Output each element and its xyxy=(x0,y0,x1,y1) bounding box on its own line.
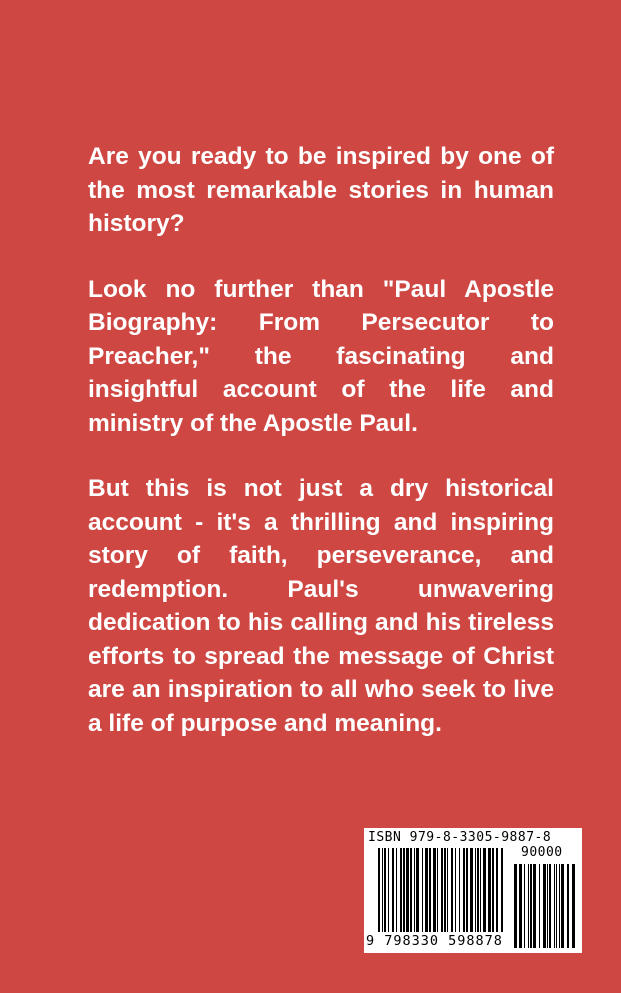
barcode-bar xyxy=(403,848,405,932)
barcode-bar xyxy=(488,848,491,932)
barcode-bar xyxy=(444,848,446,932)
blurb-paragraph-2: Look no further than "Paul Apostle Biography: From Persecutor to Preacher," the fascinating and insightful account of the life and ministry of the Apostle Paul. xyxy=(88,275,554,437)
barcode-bar xyxy=(463,848,465,932)
barcode-bar xyxy=(561,864,564,948)
ean-digits: 9 798330 598878 xyxy=(366,933,503,949)
blurb-paragraph-1: Are you ready to be inspired by one of the most remarkable stories in human history? xyxy=(88,143,554,237)
barcode-bar xyxy=(492,848,494,932)
barcode-bar xyxy=(480,848,481,932)
barcode-bar xyxy=(433,848,436,932)
barcode-bar xyxy=(396,848,397,932)
barcode-bar xyxy=(392,848,394,932)
barcode-bar xyxy=(425,848,428,932)
barcode-bar xyxy=(406,848,409,932)
barcode-bar xyxy=(559,864,560,948)
barcode-bar xyxy=(437,848,438,932)
barcode-bar xyxy=(459,848,460,932)
back-cover-blurb xyxy=(88,140,554,772)
blurb-paragraph-3: But this is not just a dry historical account - it's a thrilling and inspiring story of faith, perseverance, and redemption. Paul's unwavering dedication to his calling and his tireless efforts to spread the message of Christ are an inspiration to all who seek to live a life of purpose and meaning. xyxy=(88,475,554,737)
barcode-bar xyxy=(554,864,555,948)
barcode-bar xyxy=(384,848,386,932)
addon-bars xyxy=(514,864,575,948)
barcode-bar xyxy=(483,848,486,932)
price-addon-digits: 90000 xyxy=(521,845,563,860)
barcode-bar xyxy=(475,848,476,932)
barcode-bar xyxy=(530,864,532,948)
ean-bars xyxy=(378,848,503,932)
barcode-bar xyxy=(567,864,569,948)
isbn-barcode xyxy=(364,828,582,953)
barcode-bar xyxy=(496,848,498,932)
barcode-bar xyxy=(514,864,517,948)
barcode-bar xyxy=(470,848,473,932)
barcode-bar xyxy=(414,848,415,932)
barcode-bar xyxy=(378,848,380,932)
barcode-bar xyxy=(429,848,431,932)
barcode-bar xyxy=(382,848,383,932)
barcode-bar xyxy=(388,848,389,932)
barcode-bar xyxy=(400,848,402,932)
barcode-bar xyxy=(547,864,548,948)
barcode-bar xyxy=(416,848,419,932)
barcode-bar xyxy=(539,864,540,948)
barcode-bar xyxy=(528,864,529,948)
isbn-label: ISBN 979-8-3305-9887-8 xyxy=(368,830,552,845)
barcode-bar xyxy=(519,864,522,948)
barcode-bar xyxy=(451,848,453,932)
barcode-bar xyxy=(455,848,456,932)
barcode-bar xyxy=(549,864,551,948)
barcode-bar xyxy=(501,848,503,932)
barcode-bar xyxy=(533,864,536,948)
barcode-bar xyxy=(466,848,468,932)
barcode-bar xyxy=(556,864,557,948)
barcode-bar xyxy=(572,864,575,948)
barcode-bar xyxy=(422,848,423,932)
barcode-bar xyxy=(543,864,546,948)
barcode-bar xyxy=(410,848,412,932)
barcode-bar xyxy=(441,848,443,932)
barcode-bar xyxy=(447,848,448,932)
barcode-bar xyxy=(477,848,479,932)
barcode-bar xyxy=(524,864,525,948)
